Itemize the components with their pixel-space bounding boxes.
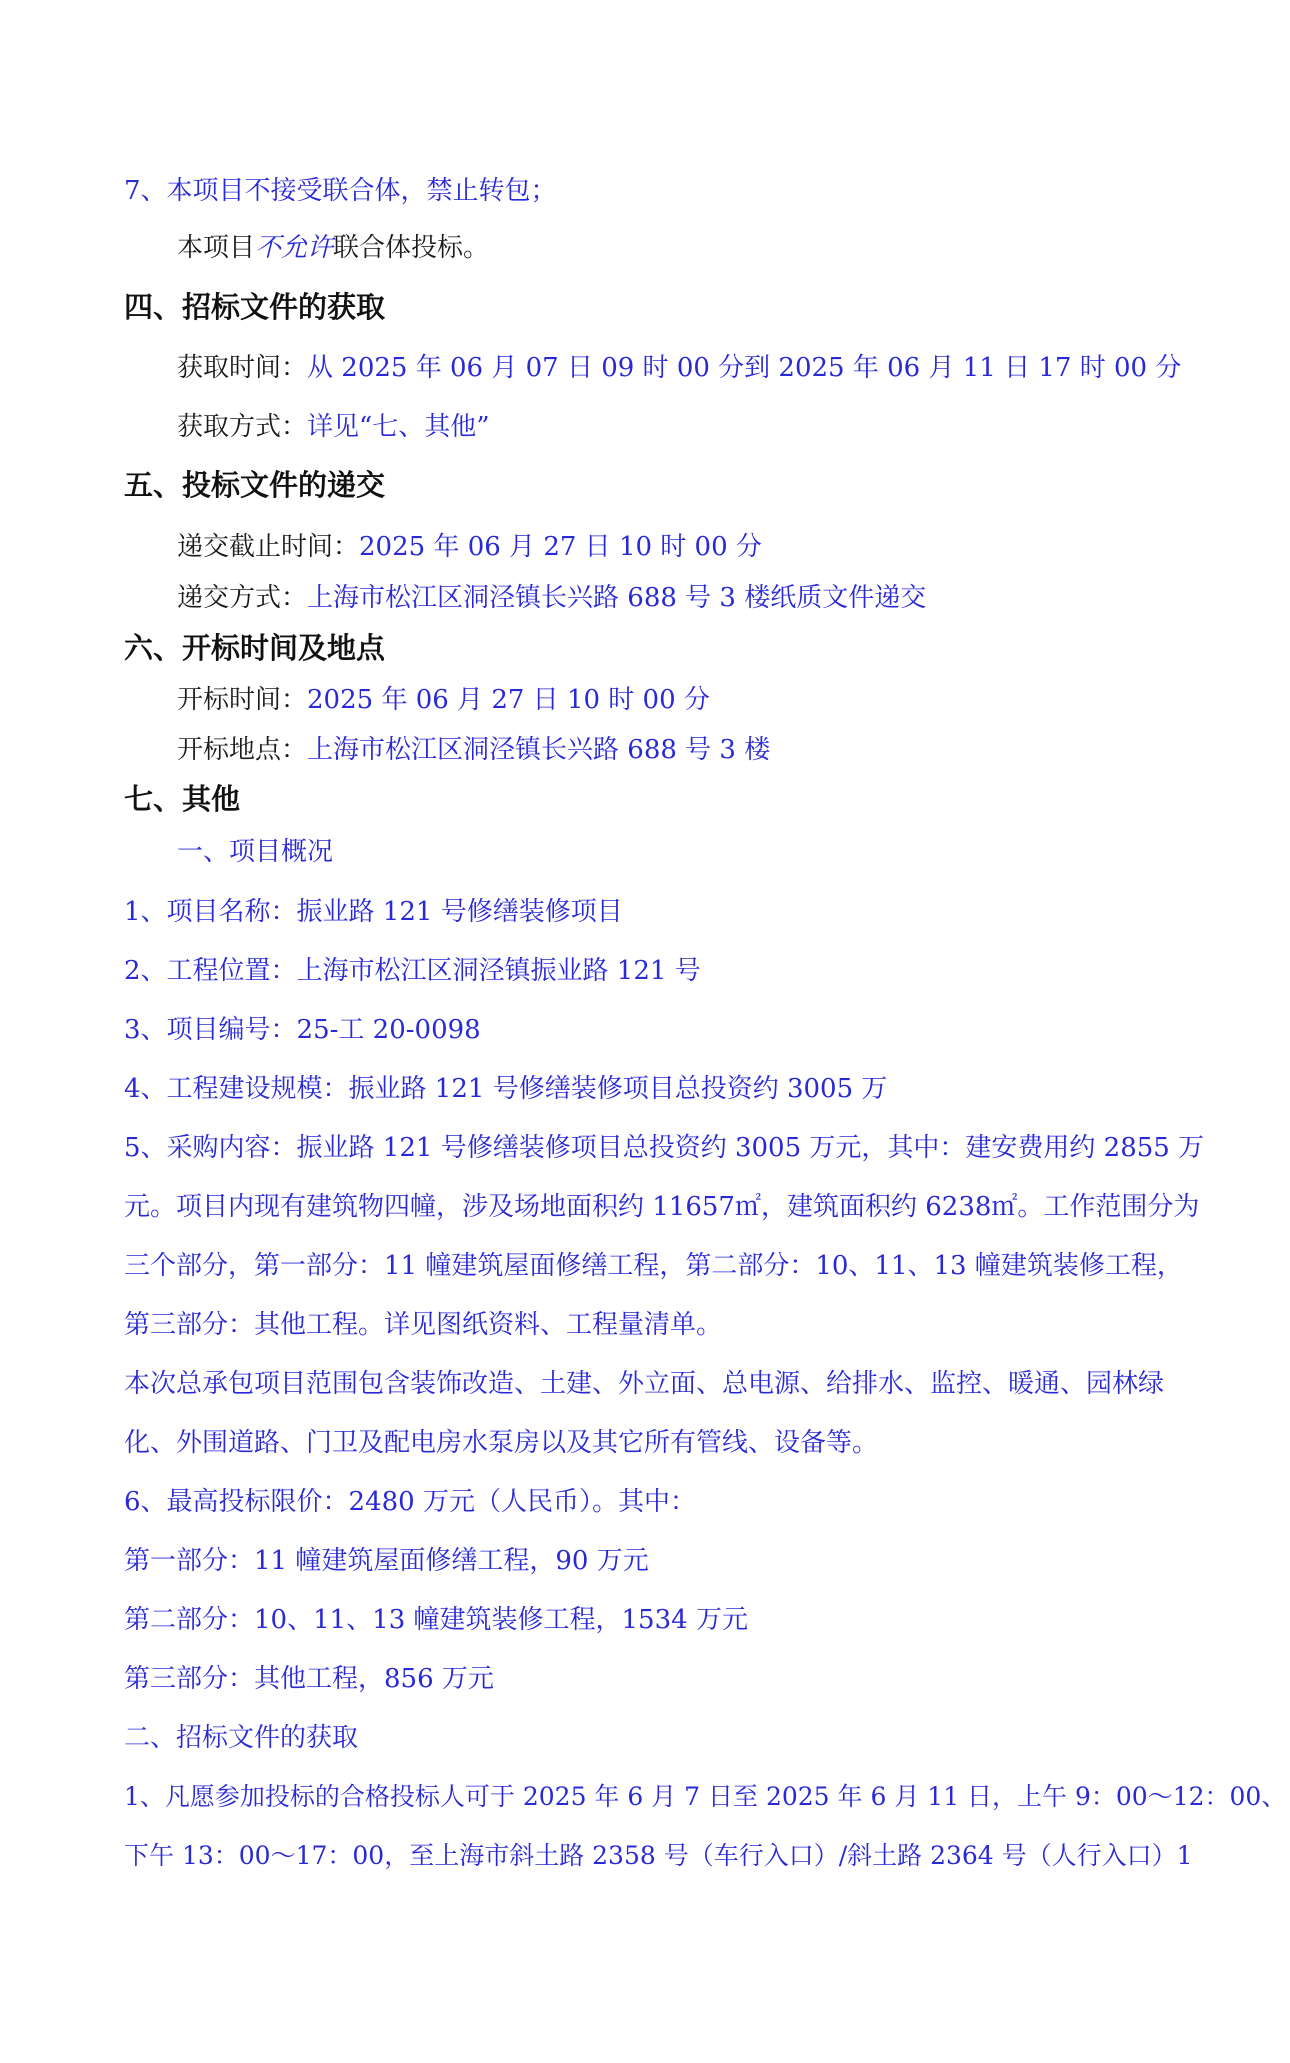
sec7-line: 1、项目名称：振业路 121 号修缮装修项目	[124, 897, 623, 927]
sec4-method-label: 获取方式：	[177, 412, 308, 442]
sec4-time-label: 获取时间：	[177, 353, 308, 383]
sec5-deadline-label: 递交截止时间：	[177, 532, 360, 562]
sec7-line: 4、工程建设规模：振业路 121 号修缮装修项目总投资约 3005 万	[124, 1074, 888, 1104]
sec7-line: 元。项目内现有建筑物四幢，涉及场地面积约 11657㎡，建筑面积约 6238㎡。工作范围分为	[124, 1192, 1200, 1222]
sec4-method-value: 详见“七、其他”	[307, 412, 490, 442]
sec7-line: 第一部分：11 幢建筑屋面修缮工程，90 万元	[124, 1546, 649, 1576]
sec6-place-line	[0, 734, 1290, 766]
sec7-line: 第三部分：其他工程。详见图纸资料、工程量清单。	[124, 1310, 723, 1340]
sec7-sub1: 一、项目概况	[177, 837, 334, 867]
section-7-heading: 七、其他	[124, 782, 241, 816]
sec5-method-value: 上海市松江区洞泾镇长兴路 688 号 3 楼纸质文件递交	[307, 583, 927, 613]
section-5-heading: 五、投标文件的递交	[124, 468, 386, 502]
sec4-time-value: 从 2025 年 06 月 07 日 09 时 00 分到 2025 年 06 月 11 日 17 时 00 分	[307, 353, 1182, 383]
sec7-line: 本次总承包项目范围包含装饰改造、土建、外立面、总电源、给排水、监控、暖通、园林绿	[124, 1369, 1165, 1399]
sec7-line: 1、凡愿参加投标的合格投标人可于 2025 年 6 月 7 日至 2025 年 6 月 11 日，上午 9：00～12：00、	[124, 1782, 1287, 1811]
sec7-line: 2、工程位置：上海市松江区洞泾镇振业路 121 号	[124, 956, 701, 986]
sec5-deadline-line	[0, 531, 1290, 563]
sec7-line: 第二部分：10、11、13 幢建筑装修工程，1534 万元	[124, 1605, 748, 1635]
sec6-time-label: 开标时间：	[177, 685, 308, 715]
sec7-line: 下午 13：00～17：00，至上海市斜土路 2358 号（车行入口）/斜土路 2364 号（人行入口）1	[124, 1841, 1193, 1870]
section-6-heading: 六、开标时间及地点	[124, 631, 386, 665]
item7-body-em: 不允许	[255, 233, 334, 263]
sec6-place-label: 开标地点：	[177, 735, 308, 765]
sec5-method-line	[0, 582, 1290, 614]
sec7-line: 5、采购内容：振业路 121 号修缮装修项目总投资约 3005 万元，其中：建安费用约 2855 万	[124, 1133, 1205, 1163]
sec7-line: 二、招标文件的获取	[124, 1723, 359, 1753]
sec6-time-line	[0, 684, 1290, 716]
sec6-place-value: 上海市松江区洞泾镇长兴路 688 号 3 楼	[307, 735, 771, 765]
section-4-heading: 四、招标文件的获取	[124, 290, 386, 324]
sec4-method-line	[0, 411, 1290, 443]
item7-body-prefix: 本项目	[177, 233, 256, 263]
sec6-time-value: 2025 年 06 月 27 日 10 时 00 分	[307, 685, 710, 715]
sec7-line: 6、最高投标限价：2480 万元（人民币）。其中：	[124, 1487, 696, 1517]
sec5-deadline-value: 2025 年 06 月 27 日 10 时 00 分	[359, 532, 762, 562]
item7-body-suffix: 联合体投标。	[333, 233, 490, 263]
sec7-line: 3、项目编号：25-工 20-0098	[124, 1015, 481, 1045]
item7-title: 7、本项目不接受联合体，禁止转包；	[124, 176, 557, 206]
sec7-line: 三个部分，第一部分：11 幢建筑屋面修缮工程，第二部分：10、11、13 幢建筑装修工程，	[124, 1251, 1183, 1281]
sec4-time-line	[0, 352, 1290, 384]
sec7-line: 化、外围道路、门卫及配电房水泵房以及其它所有管线、设备等。	[124, 1428, 879, 1458]
sec5-method-label: 递交方式：	[177, 583, 308, 613]
sec7-line: 第三部分：其他工程，856 万元	[124, 1664, 494, 1694]
item7-body	[0, 232, 1290, 264]
